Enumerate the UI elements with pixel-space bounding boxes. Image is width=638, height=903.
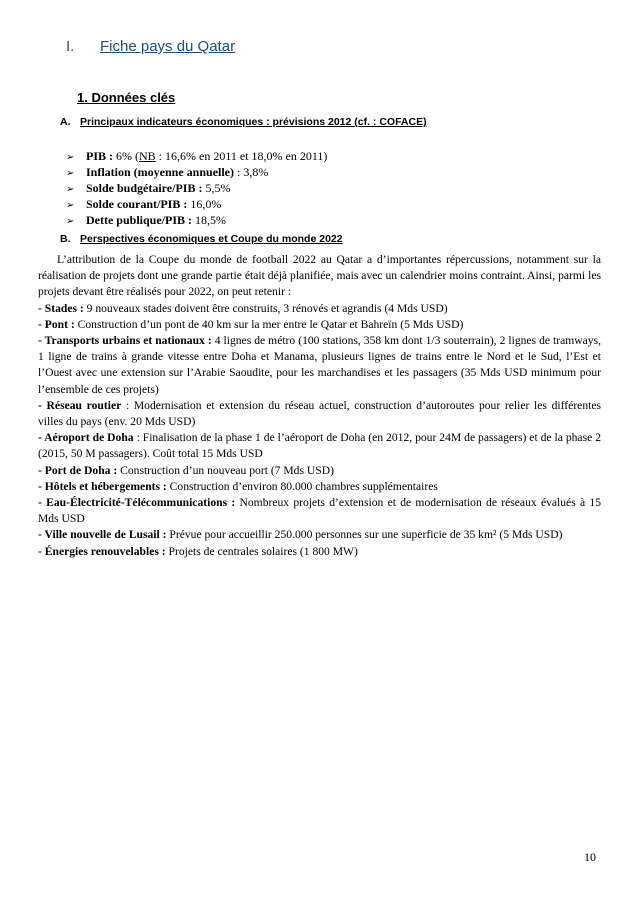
arrow-bullet-icon: ➢ bbox=[66, 200, 75, 211]
project-item: - Aéroport de Doha : Finalisation de la phase 1 de l’aéroport de Doha (en 2012, pour 24M de passagers) et de la phase 2 (2015, 50 M passagers). Coût total 15 Mds USD bbox=[38, 431, 601, 461]
body-text bbox=[38, 252, 604, 560]
section-b-heading bbox=[60, 233, 343, 245]
project-item: - Hôtels et hébergements : Construction d’environ 80.000 chambres supplémentaires bbox=[38, 479, 438, 493]
section-title: Fiche pays du Qatar bbox=[100, 38, 236, 55]
project-item: - Port de Doha : Construction d’un nouveau port (7 Mds USD) bbox=[38, 463, 334, 477]
section-heading bbox=[66, 38, 235, 55]
intro-paragraph: L’attribution de la Coupe du monde de football 2022 au Qatar a d’importantes répercussions, notamment sur la réalisation de projets dont une grande partie était déjà planifiée, mais avec un calendrier moins contraint. Ainsi, parmi les projets devant être réalisés pour 2022, on peut retenir : bbox=[38, 253, 604, 299]
project-item: - Ville nouvelle de Lusail : Prévue pour accueillir 250.000 personnes sur une superficie de 35 km² (5 Mds USD) bbox=[38, 528, 563, 542]
project-item: - Pont : Construction d’un pont de 40 km sur la mer entre le Qatar et Bahreïn (5 Mds USD) bbox=[38, 317, 464, 331]
section-b-label: B. bbox=[60, 233, 71, 245]
section-a-title: Principaux indicateurs économiques : prévisions 2012 (cf. : COFACE) bbox=[80, 116, 427, 128]
subsection-heading: 1. Données clés bbox=[77, 90, 176, 105]
arrow-bullet-icon: ➢ bbox=[66, 168, 75, 179]
project-item: - Énergies renouvelables : Projets de centrales solaires (1 800 MW) bbox=[38, 544, 358, 558]
arrow-bullet-icon: ➢ bbox=[66, 184, 75, 195]
project-item: - Stades : 9 nouveaux stades doivent être construits, 3 rénovés et agrandis (4 Mds USD) bbox=[38, 301, 448, 315]
project-item: - Eau-Électricité-Télécommunications : Nombreux projets d’extension et de modernisation de réseaux évalués à 15 Mds USD bbox=[38, 496, 602, 526]
section-number: I. bbox=[66, 38, 75, 55]
indicator-list bbox=[66, 148, 327, 228]
section-a-label: A. bbox=[60, 116, 71, 128]
project-item: - Réseau routier : Modernisation et extension du réseau actuel, construction d’autoroutes pour relier les différentes villes du pays (env. 20 Mds USD) bbox=[38, 398, 601, 429]
list-item: ➢ Inflation (moyenne annuelle) : 3,8% bbox=[66, 164, 327, 180]
arrow-bullet-icon: ➢ bbox=[66, 216, 75, 227]
list-item: ➢ Solde courant/PIB : 16,0% bbox=[66, 196, 327, 212]
section-a-heading bbox=[60, 116, 427, 128]
page-number: 10 bbox=[584, 850, 596, 864]
list-item: ➢ PIB : 6% (NB : 16,6% en 2011 et 18,0% en 2011) bbox=[66, 148, 327, 164]
project-item: - Transports urbains et nationaux : 4 lignes de métro (100 stations, 358 km dont 1/3 souterrain), 2 lignes de tramways, 1 ligne de trains à grande vitesse entre Doha et Manama, plusieurs lignes de trains entre le Nord et le Sud, l’Est et l’Ouest avec une extension sur l’Arabie Saoudite, pour les marchandises et les passagers (35 Mds USD minimum pour l’ensemble de ces projets) bbox=[38, 334, 601, 396]
section-b-title: Perspectives économiques et Coupe du monde 2022 bbox=[80, 233, 343, 245]
list-item: ➢ Dette publique/PIB : 18,5% bbox=[66, 212, 327, 228]
arrow-bullet-icon: ➢ bbox=[66, 152, 75, 163]
list-item: ➢ Solde budgétaire/PIB : 5,5% bbox=[66, 180, 327, 196]
